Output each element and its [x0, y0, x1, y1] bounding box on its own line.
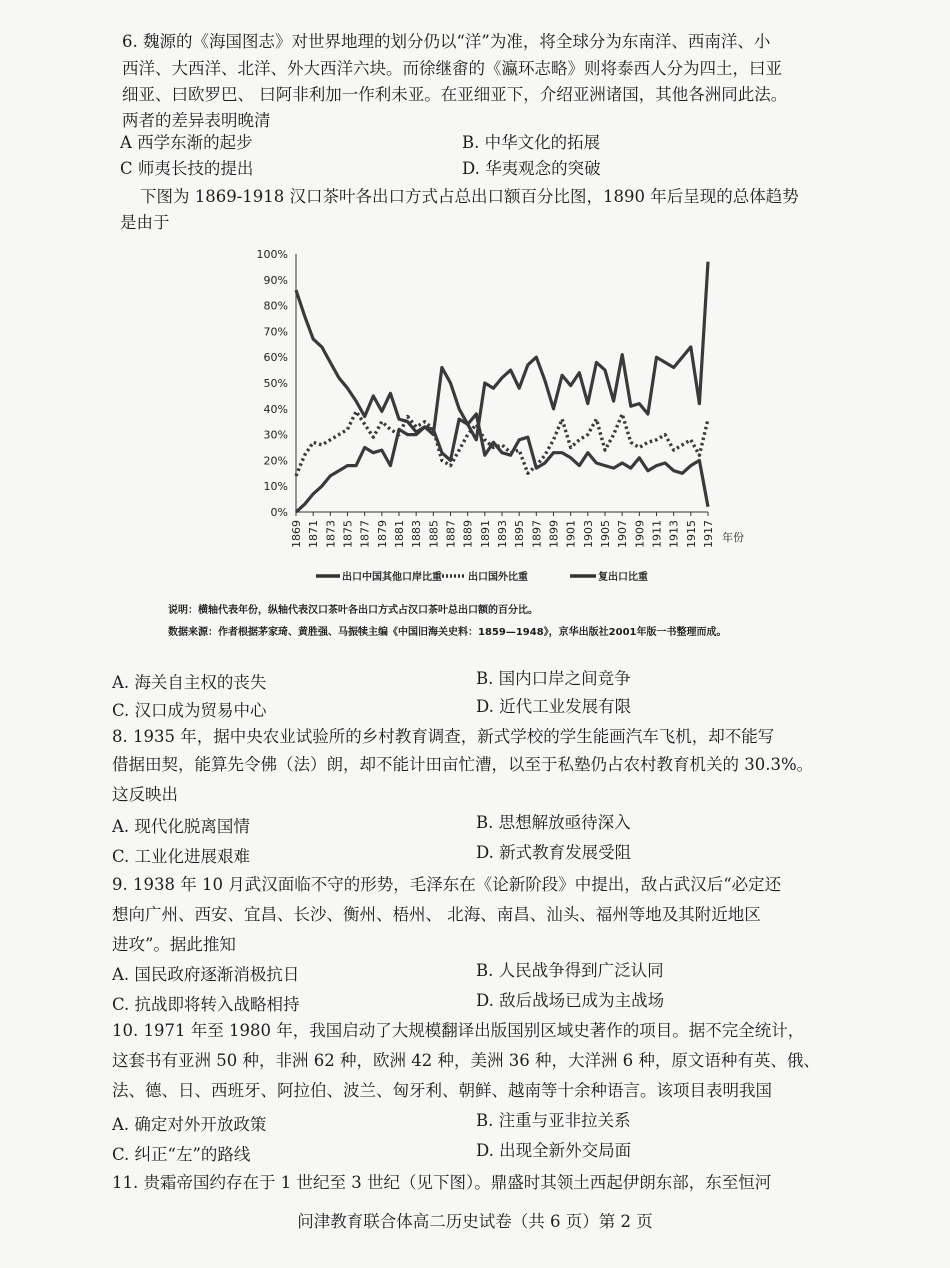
x-tick-label: 1883	[410, 520, 424, 548]
chart-legend	[316, 570, 648, 583]
q7-line-2: 是由于	[120, 213, 170, 232]
x-tick-label: 1887	[444, 520, 458, 548]
x-tick-label: 1889	[461, 520, 475, 548]
q8-line-1: 8. 1935 年，据中央农业试验所的乡村教育调查，新式学校的学生能画汽车飞机，却不能写	[112, 727, 775, 746]
q7-option-d: D. 近代工业发展有限	[476, 697, 632, 716]
chart-note: 说明：横轴代表年份，纵轴代表汉口茶叶各出口方式占汉口茶叶总出口额的百分比。	[168, 605, 538, 616]
q9-option-a: A. 国民政府逐渐消极抗日	[112, 965, 300, 984]
q8-option-d: D. 新式教育发展受阻	[476, 843, 632, 862]
x-tick-label: 1909	[633, 520, 647, 548]
q6-option-b: B. 中华文化的拓展	[462, 133, 601, 152]
legend-label-foreign: 出口国外比重	[468, 572, 528, 583]
y-tick-label: 60%	[263, 351, 288, 365]
x-tick-label: 1893	[496, 520, 509, 548]
q6-line-2: 西洋、大西洋、北洋、外大西洋六块。而徐继畬的《瀛环志略》则将泰西人分为四土，曰亚	[122, 59, 782, 78]
q9-line-1: 9. 1938 年 10 月武汉面临不守的形势，毛泽东在《论新阶段》中提出，敌占武汉后“必定还	[112, 875, 782, 894]
y-tick-label: 0%	[270, 506, 288, 519]
chart-source: 数据来源：作者根据茅家琦、黄胜强、马振犊主编《中国旧海关史料：1859—1948》，京华出版社2001年版一书整理而成。	[168, 627, 727, 638]
x-tick-label: 1875	[341, 520, 355, 548]
x-tick-label: 1907	[616, 520, 630, 548]
q9-option-c: C. 抗战即将转入战略相持	[112, 995, 300, 1014]
q7-option-b: B. 国内口岸之间竞争	[476, 669, 631, 688]
page-footer: 问津教育联合体高二历史试卷（共 6 页）第 2 页	[297, 1212, 653, 1231]
y-tick-label: 40%	[263, 402, 288, 416]
chart-x-label: 年份	[722, 531, 744, 544]
chart-series	[296, 262, 708, 512]
q6-option-d: D. 华夷观念的突破	[462, 159, 601, 178]
q10-line-1: 10. 1971 年至 1980 年，我国启动了大规模翻译出版国别区域史著作的项目。据不完全统计，	[112, 1021, 805, 1040]
x-tick-label: 1879	[375, 520, 389, 548]
q10-option-c: C. 纠正“左”的路线	[112, 1145, 251, 1164]
x-tick-label: 1917	[702, 520, 715, 548]
x-tick-label: 1877	[358, 520, 372, 548]
x-tick-label: 1915	[684, 520, 698, 548]
q6-line-1: 6. 魏源的《海国图志》对世界地理的划分仍以“洋”为准，将全球分为东南洋、西南洋、小	[122, 32, 771, 51]
q8-option-a: A. 现代化脱离国情	[112, 817, 250, 836]
x-tick-label: 1905	[599, 520, 612, 548]
q8-line-3: 这反映出	[112, 785, 178, 804]
chart-x-ticks	[290, 512, 715, 548]
y-tick-label: 50%	[263, 377, 288, 390]
x-tick-label: 1895	[513, 520, 527, 548]
q8-option-c: C. 工业化进展艰难	[112, 847, 251, 866]
x-tick-label: 1873	[324, 520, 338, 548]
q8-line-2: 借据田契，能算先令佛（法）朗，却不能计田亩忙漕，以至于私塾仍占农村教育机关的 30.3%。	[112, 755, 814, 774]
y-tick-label: 80%	[263, 299, 288, 313]
x-tick-label: 1885	[427, 520, 441, 548]
x-tick-label: 1891	[478, 520, 492, 548]
y-tick-label: 20%	[263, 454, 288, 468]
x-tick-label: 1881	[393, 520, 406, 548]
q9-option-d: D. 敌后战场已成为主战场	[476, 991, 665, 1010]
q9-line-3: 进攻”。据此推知	[112, 935, 236, 954]
x-tick-label: 1869	[290, 520, 303, 548]
q6-option-c: C 师夷长技的提出	[120, 159, 254, 178]
chart-axes	[296, 254, 708, 512]
x-tick-label: 1903	[581, 520, 595, 548]
y-tick-label: 10%	[263, 480, 288, 494]
legend-label-other-ports: 出口中国其他口岸比重	[342, 572, 442, 583]
x-tick-label: 1871	[307, 520, 321, 548]
q6-line-4: 两者的差异表明晚清	[122, 111, 271, 130]
x-tick-label: 1913	[667, 520, 681, 548]
q6-option-a: A 西学东渐的起步	[120, 133, 253, 152]
q9-line-2: 想向广州、西安、宜昌、长沙、衡州、梧州、 北海、南昌、汕头、福州等地及其附近地区	[112, 905, 761, 924]
q11-line-1: 11. 贵霜帝国约存在于 1 世纪至 3 世纪（见下图）。鼎盛时其领土西起伊朗东部，东至恒河	[112, 1173, 772, 1192]
x-tick-label: 1897	[530, 520, 544, 548]
q10-option-a: A. 确定对外开放政策	[112, 1115, 267, 1134]
q10-option-d: D. 出现全新外交局面	[476, 1141, 632, 1160]
x-tick-label: 1911	[650, 520, 664, 548]
q10-option-b: B. 注重与亚非拉关系	[476, 1111, 631, 1130]
q7-line-1: 下图为 1869-1918 汉口茶叶各出口方式占总出口额百分比图，1890 年后呈现的总体趋势	[140, 187, 799, 206]
q8-option-b: B. 思想解放亟待深入	[476, 813, 631, 832]
q10-line-2: 这套书有亚洲 50 种，非洲 62 种，欧洲 42 种，美洲 36 种，大洋洲 6 种，原文语种有英、俄、	[112, 1051, 820, 1070]
x-tick-label: 1899	[547, 520, 561, 548]
legend-label-reexport: 复出口比重	[598, 572, 648, 583]
y-tick-label: 90%	[263, 273, 288, 287]
q7-option-a: A. 海关自主权的丧失	[112, 673, 267, 692]
q9-option-b: B. 人民战争得到广泛认同	[476, 961, 664, 980]
y-tick-label: 70%	[263, 325, 288, 339]
q6-line-3: 细亚、曰欧罗巴、 曰阿非利加一作利未亚。在亚细亚下，介绍亚洲诸国，其他各洲同此法。	[122, 85, 788, 104]
q7-option-c: C. 汉口成为贸易中心	[112, 701, 267, 720]
x-tick-label: 1901	[564, 520, 578, 548]
series-line-2	[296, 414, 708, 512]
chart-y-ticks	[257, 248, 288, 519]
y-tick-label: 30%	[263, 428, 288, 442]
q10-line-3: 法、德、日、西班牙、阿拉伯、波兰、匈牙利、朝鲜、越南等十余种语言。该项目表明我国	[112, 1081, 772, 1100]
y-tick-label: 100%	[256, 248, 288, 261]
